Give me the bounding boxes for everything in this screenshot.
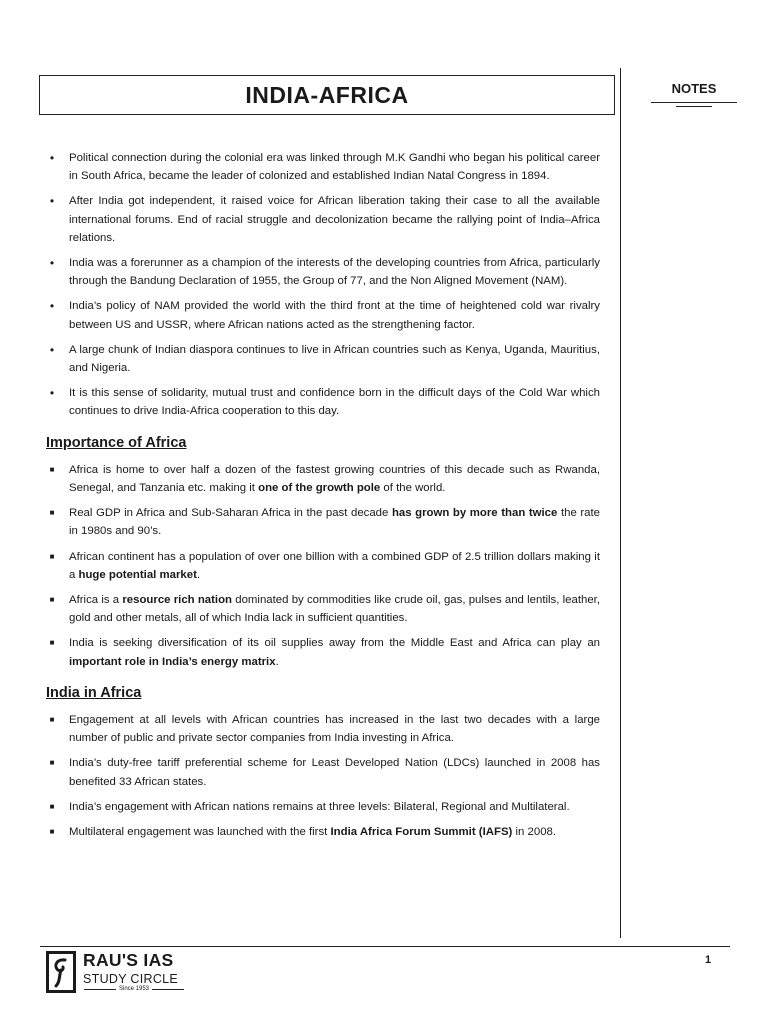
text: Political connection during the colonial era was linked through M.K Gandhi who began his political career in South Africa, became the leader of colonized and established Indian Natal Congress in 1894.: [69, 152, 600, 183]
text: India’s duty-free tariff preferential scheme for Least Developed Nation (LDCs) launched in 2008 has benefited 33 African states.: [69, 757, 600, 788]
bullet-dot-icon: •: [49, 342, 55, 357]
bullet-square-icon: ■: [49, 827, 55, 837]
text: After India got independent, it raised voice for African liberation taking their case to all the available international forums. End of racial struggle and decolonization became the rallying point of India–Africa relations.: [69, 195, 600, 244]
text: Africa is a: [69, 594, 123, 607]
main-content: [46, 149, 600, 848]
raus-ias-logo: [46, 951, 186, 996]
list-item: [46, 711, 600, 747]
notes-label: NOTES: [671, 81, 717, 96]
bullet-square-icon: ■: [49, 508, 55, 518]
title-box: [39, 75, 615, 115]
text: Africa is home to over half a dozen of the fastest growing countries of this decade such as Rwanda, Senegal, and Tanzania etc. making it: [69, 463, 600, 495]
notes-underline-short: [676, 106, 712, 107]
notes-column: [660, 81, 728, 107]
text: A large chunk of Indian diaspora continues to live in African countries such as Kenya, Uganda, Mauritius, and Nigeria.: [69, 343, 600, 375]
bullet-square-icon: ■: [49, 551, 55, 561]
logo-since: [84, 986, 184, 992]
list-item: [46, 149, 600, 185]
footer-rule: [40, 946, 730, 947]
logo-since-text: Since 1953: [118, 986, 150, 992]
bold-text: has grown by more than twice: [391, 507, 558, 520]
text: dominated by commodities like crude oil, gas, pulses and lentils, leather, gold and other metals, all of which India lack in sufficient quantities.: [69, 594, 600, 625]
text: in 2008.: [512, 826, 557, 839]
bullet-square-icon: ■: [49, 464, 55, 474]
india-in-africa-list: [46, 711, 600, 841]
text: African continent has a population of over one billion with a combined GDP of 2.5 trillion dollars making it a: [69, 550, 600, 581]
bullet-dot-icon: •: [49, 151, 55, 165]
list-item: [46, 461, 600, 497]
bullet-square-icon: ■: [49, 595, 55, 605]
bold-text: one of the growth pole: [258, 482, 381, 495]
logo-name: RAU'S IAS: [83, 950, 174, 970]
list-item: [46, 754, 600, 790]
bullet-dot-icon: •: [49, 256, 55, 271]
text: Multilateral engagement was launched with the first: [69, 826, 331, 839]
bold-text: important role in India’s energy matrix: [69, 655, 276, 668]
text: India is seeking diversification of its oil supplies away from the Middle East and Africa can play an: [69, 637, 600, 650]
text: India was a forerunner as a champion of the interests of the developing countries from Africa, particularly through the Bandung Declaration of 1955, the Group of 77, and the Non Aligned Movement (NAM).: [69, 257, 600, 288]
bullet-square-icon: ■: [49, 638, 55, 648]
text: Engagement at all levels with African countries has increased in the last two decades with a large number of public and private sector companies from India investing in Africa.: [69, 714, 600, 745]
text: India’s policy of NAM provided the world with the third front at the time of heightened cold war rivalry between US and USSR, where African nations acted as the strengthening factor.: [69, 300, 600, 331]
bullet-dot-icon: •: [49, 299, 55, 314]
bullet-dot-icon: •: [49, 386, 55, 401]
text: It is this sense of solidarity, mutual trust and confidence born in the difficult days of the Cold War which continues to drive India-Africa cooperation to this day.: [69, 387, 600, 418]
bullet-square-icon: ■: [49, 758, 55, 768]
section-heading-india-in-africa: India in Africa: [46, 684, 142, 701]
text: Real GDP in Africa and Sub-Saharan Africa in the past decade: [69, 507, 392, 520]
list-item: [46, 798, 600, 816]
page-title: INDIA-AFRICA: [245, 81, 409, 108]
list-item: [46, 504, 600, 540]
bold-text: India Africa Forum Summit (IAFS): [330, 826, 513, 839]
importance-list: [46, 461, 600, 671]
margin-divider: [620, 68, 621, 938]
text: the rate in 1980s and 90’s.: [69, 507, 600, 538]
list-item: [46, 341, 600, 377]
bullet-square-icon: ■: [49, 801, 55, 811]
logo-emblem-icon: [46, 951, 76, 993]
list-item: [46, 591, 600, 627]
list-item: [46, 548, 600, 584]
text: of the world.: [380, 482, 446, 495]
list-item: [46, 192, 600, 247]
list-item: [46, 254, 600, 290]
bullet-square-icon: ■: [49, 715, 55, 725]
list-item: [46, 297, 600, 333]
intro-list: [46, 149, 600, 421]
text: .: [196, 568, 201, 581]
logo-subtitle: STUDY CIRCLE: [83, 972, 179, 986]
bold-text: huge potential market: [78, 568, 197, 581]
list-item: [46, 384, 600, 420]
list-item: [46, 634, 600, 670]
text: India’s engagement with African nations remains at three levels: Bilateral, Regional and Multilateral.: [69, 800, 570, 813]
list-item: [46, 823, 600, 841]
notes-underline: [651, 102, 737, 103]
page-number: 1: [705, 954, 712, 966]
bold-text: resource rich nation: [122, 594, 233, 607]
bullet-dot-icon: •: [49, 194, 55, 209]
section-heading-importance: Importance of Africa: [46, 434, 187, 451]
text: .: [275, 655, 279, 668]
